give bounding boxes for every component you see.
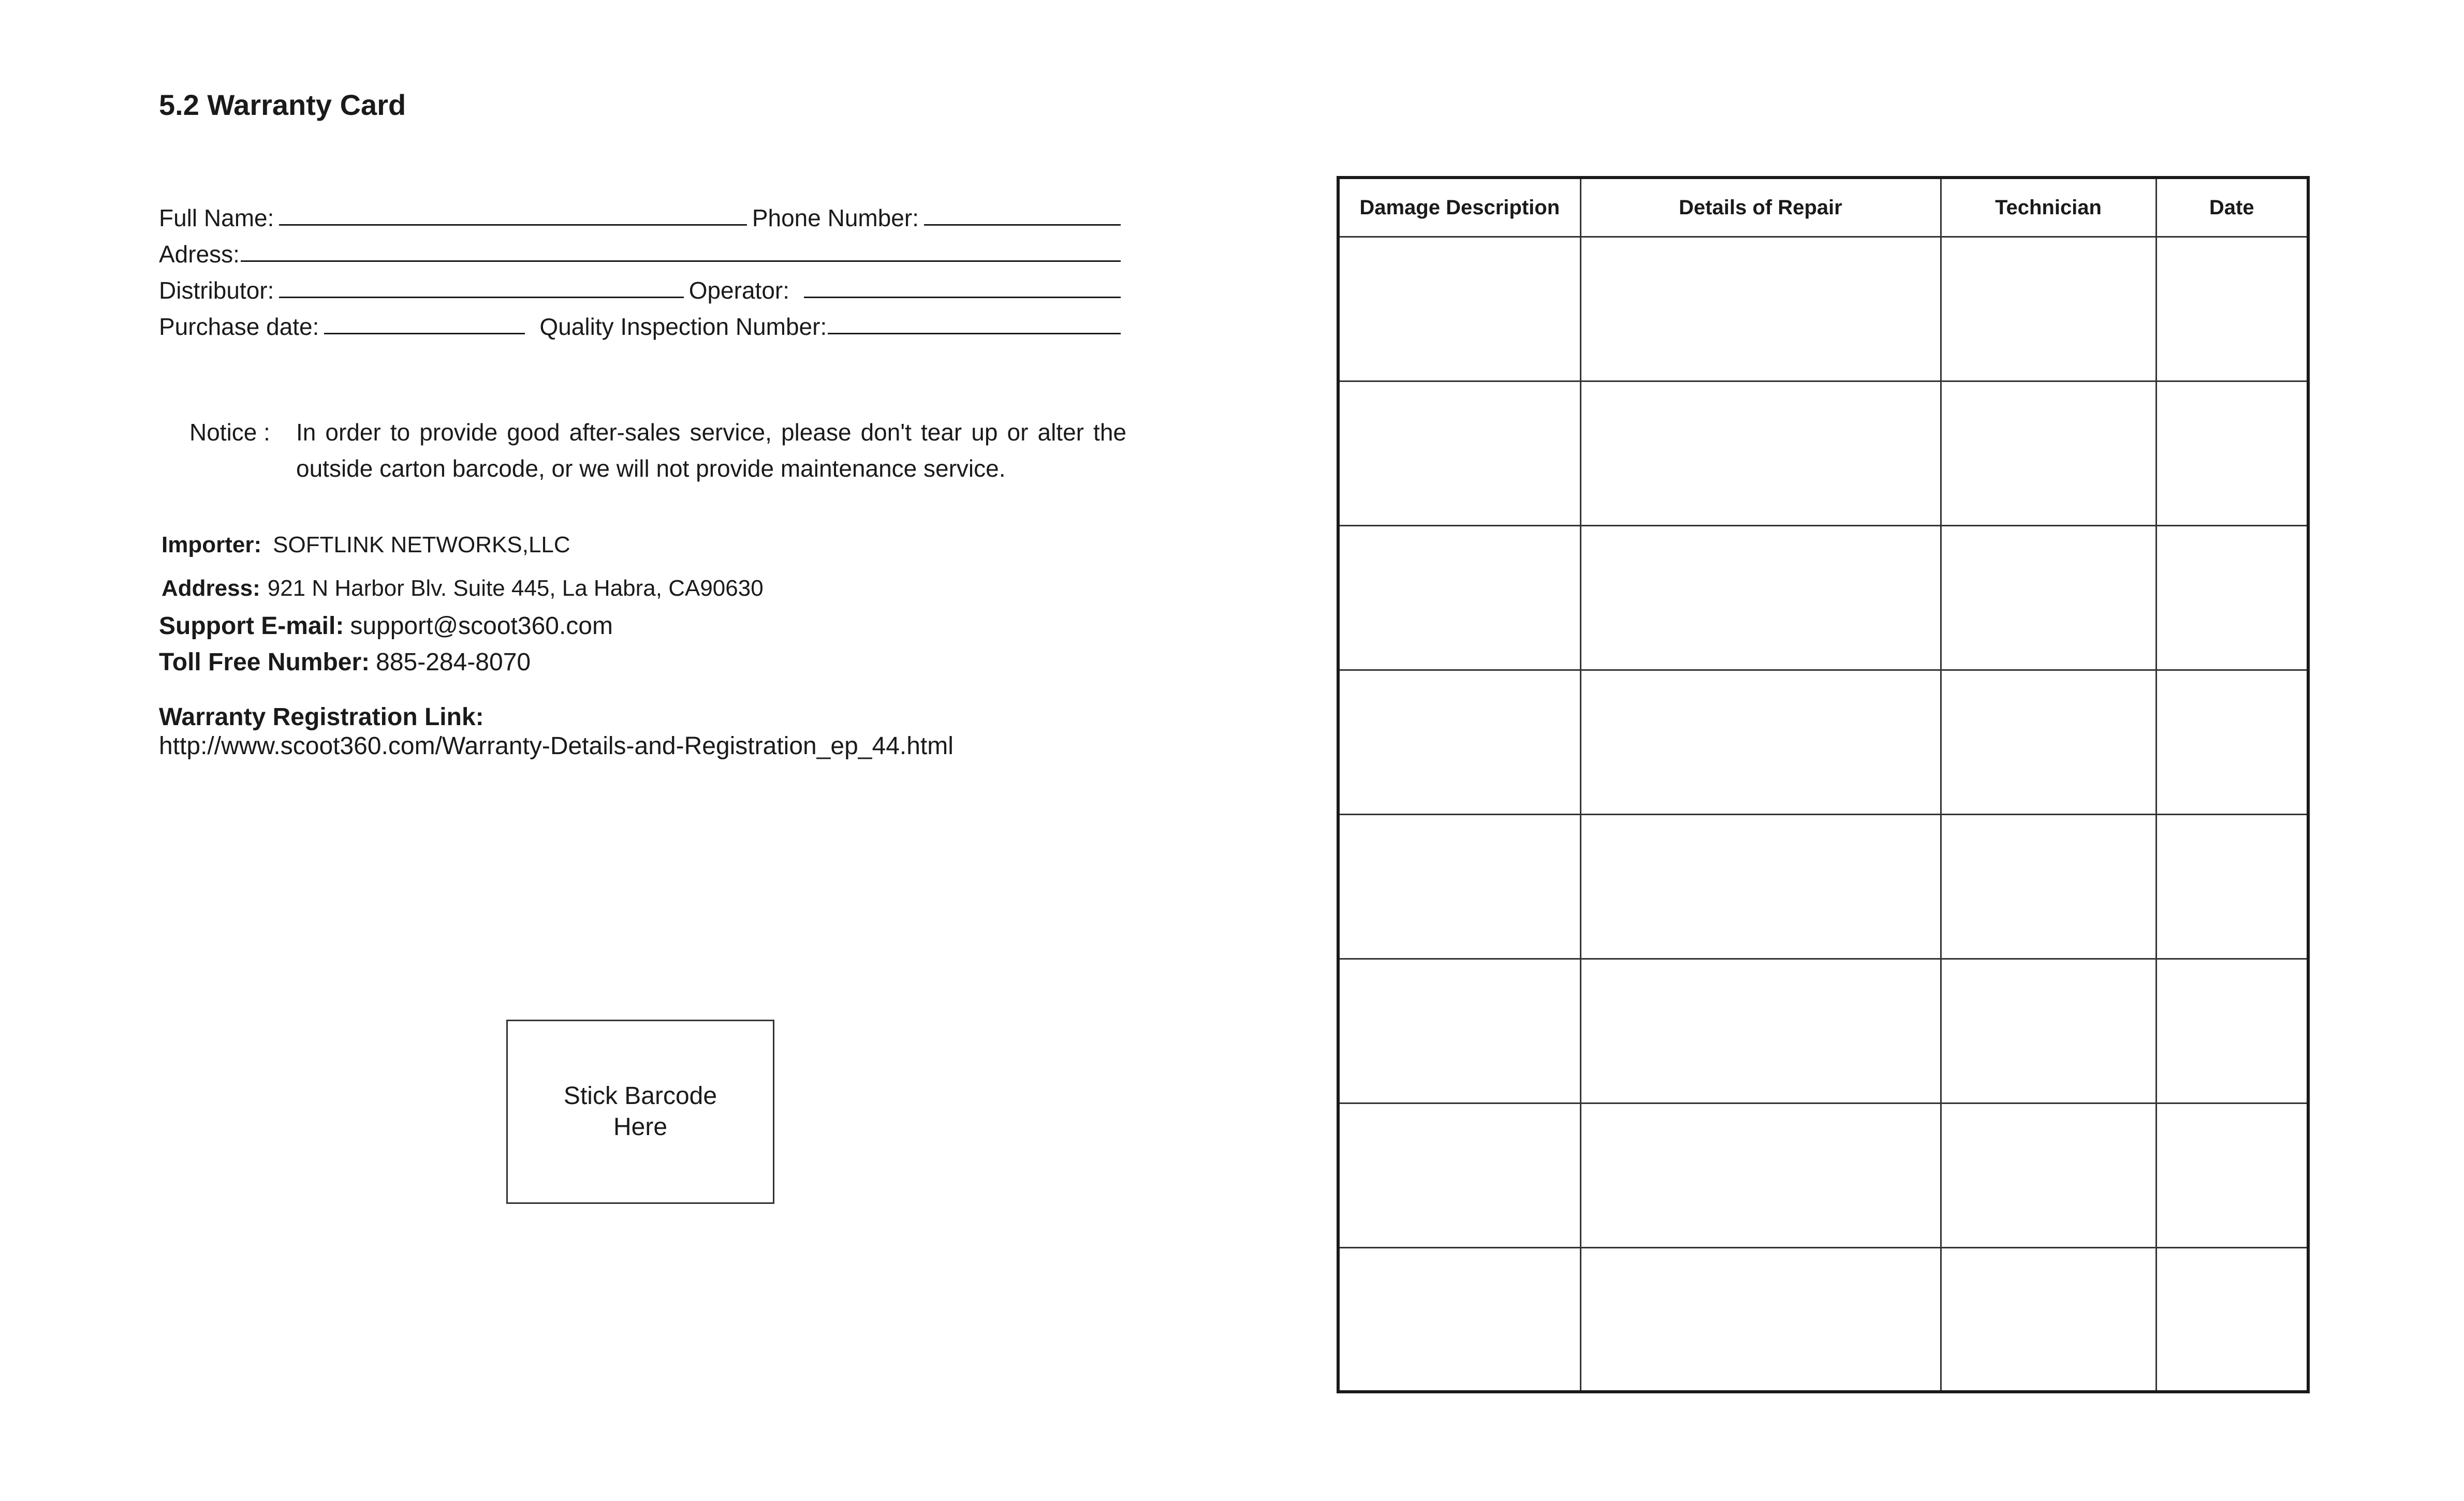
table-cell[interactable] [1941, 959, 2156, 1103]
table-cell[interactable] [1941, 814, 2156, 959]
operator-label: Operator: [688, 277, 789, 304]
table-cell[interactable] [2156, 959, 2308, 1103]
address-info-label: Address: [162, 576, 260, 601]
table-row [1338, 959, 2308, 1103]
purchase-row [159, 304, 1121, 341]
header-details-of-repair: Details of Repair [1580, 178, 1941, 237]
table-cell[interactable] [1580, 1247, 1941, 1392]
importer-label: Importer: [162, 532, 262, 557]
table-cell[interactable] [1580, 381, 1941, 525]
table-header-row [1338, 178, 2308, 237]
operator-field[interactable] [804, 297, 1121, 298]
table-cell[interactable] [1338, 381, 1580, 525]
importer-row [162, 532, 570, 558]
header-date: Date [2156, 178, 2308, 237]
table-cell[interactable] [2156, 1103, 2308, 1247]
purchase-date-label: Purchase date: [159, 313, 319, 340]
barcode-text: Stick Barcode Here [563, 1082, 717, 1141]
support-email-row [159, 612, 613, 640]
notice-text: In order to provide good after-sales service, please don't tear up or alter the outside carton barcode, or we will not provide maintenance service. [296, 419, 1126, 482]
notice-block [189, 414, 1126, 487]
table-cell[interactable] [1580, 237, 1941, 381]
table-cell[interactable] [2156, 237, 2308, 381]
table-row [1338, 1103, 2308, 1247]
header-technician: Technician [1941, 178, 2156, 237]
barcode-box [506, 1020, 774, 1204]
notice-label: Notice : [189, 419, 270, 446]
phone-number-field[interactable] [924, 224, 1121, 226]
full-name-label: Full Name: [159, 204, 274, 231]
address-field[interactable] [241, 260, 1121, 262]
table-cell[interactable] [1580, 959, 1941, 1103]
table-cell[interactable] [1580, 1103, 1941, 1247]
table-cell[interactable] [1580, 814, 1941, 959]
table-row [1338, 237, 2308, 381]
quality-inspection-label: Quality Inspection Number: [539, 313, 827, 340]
table-row [1338, 1247, 2308, 1392]
table-cell[interactable] [1941, 1247, 2156, 1392]
page-title: 5.2 Warranty Card [159, 89, 406, 121]
importer-value: SOFTLINK NETWORKS,LLC [273, 532, 570, 557]
toll-free-row [159, 648, 531, 676]
address-row [159, 232, 1121, 268]
registration-link[interactable]: http://www.scoot360.com/Warranty-Details-and-Registration_ep_44.html [159, 732, 954, 760]
address-info-value: 921 N Harbor Blv. Suite 445, La Habra, CA90630 [267, 576, 764, 601]
table-row [1338, 381, 2308, 525]
table-cell[interactable] [1941, 670, 2156, 814]
repair-table [1337, 176, 2310, 1393]
table-cell[interactable] [2156, 525, 2308, 670]
phone-number-label: Phone Number: [752, 204, 919, 231]
table-cell[interactable] [1338, 1103, 1580, 1247]
address-label: Adress: [159, 241, 240, 268]
support-email-label: Support E-mail: [159, 612, 344, 640]
table-cell[interactable] [1338, 1247, 1580, 1392]
quality-inspection-field[interactable] [828, 333, 1121, 334]
table-cell[interactable] [1941, 237, 2156, 381]
table-cell[interactable] [1580, 525, 1941, 670]
table-row [1338, 814, 2308, 959]
table-cell[interactable] [2156, 1247, 2308, 1392]
toll-free-value: 885-284-8070 [376, 649, 531, 676]
full-name-field[interactable] [279, 224, 746, 226]
table-cell[interactable] [2156, 381, 2308, 525]
table-cell[interactable] [1941, 381, 2156, 525]
header-damage-description: Damage Description [1338, 178, 1580, 237]
distributor-row [159, 268, 1121, 304]
toll-free-label: Toll Free Number: [159, 649, 370, 676]
table-cell[interactable] [1941, 1103, 2156, 1247]
table-cell[interactable] [1338, 237, 1580, 381]
table-cell[interactable] [1338, 814, 1580, 959]
table-row [1338, 670, 2308, 814]
support-email-value[interactable]: support@scoot360.com [350, 612, 613, 640]
table-row [1338, 525, 2308, 670]
address-info-row [162, 576, 764, 601]
distributor-field[interactable] [279, 297, 683, 298]
table-cell[interactable] [1338, 670, 1580, 814]
table-cell[interactable] [1338, 525, 1580, 670]
table-cell[interactable] [1941, 525, 2156, 670]
repair-table-body [1338, 237, 2308, 1392]
purchase-date-field[interactable] [324, 333, 525, 334]
table-cell[interactable] [1338, 959, 1580, 1103]
table-cell[interactable] [2156, 814, 2308, 959]
table-cell[interactable] [2156, 670, 2308, 814]
full-name-row [159, 196, 1121, 232]
table-cell[interactable] [1580, 670, 1941, 814]
distributor-label: Distributor: [159, 277, 274, 304]
registration-label: Warranty Registration Link: [159, 703, 484, 731]
